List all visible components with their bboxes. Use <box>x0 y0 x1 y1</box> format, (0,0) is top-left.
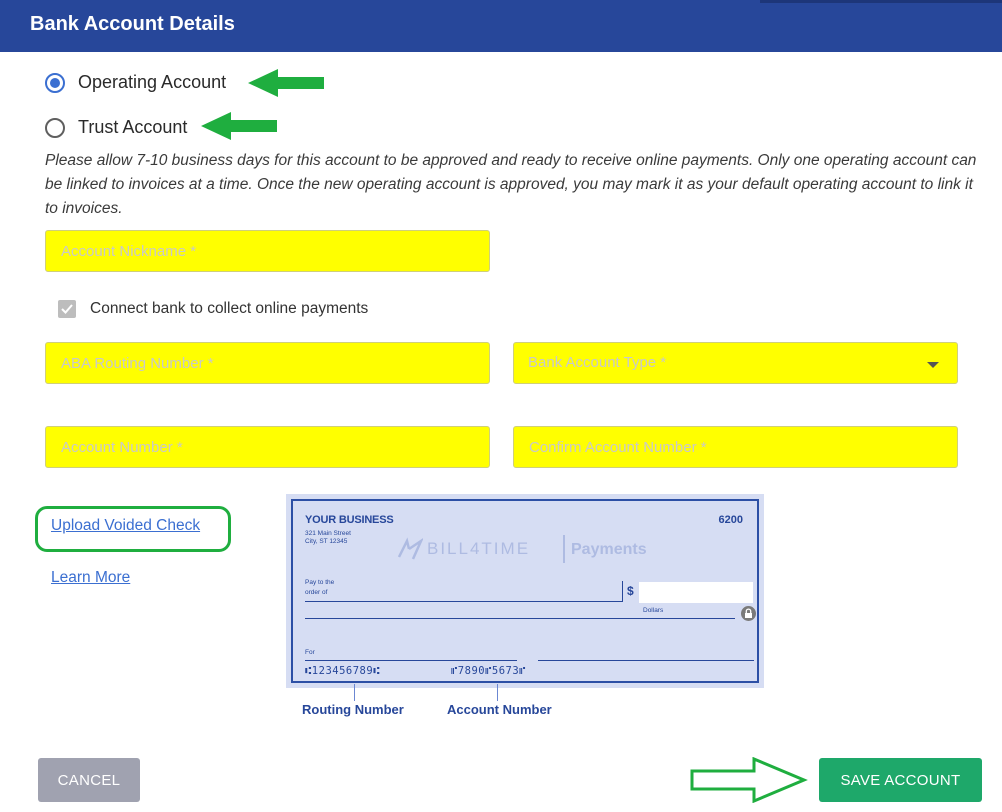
upload-voided-check-link[interactable]: Upload Voided Check <box>51 517 201 534</box>
payee-line <box>305 601 623 602</box>
check-order-of-label: order of <box>305 589 328 596</box>
check-address-line1: 321 Main Street <box>305 530 351 537</box>
annotation-arrow-right-icon <box>690 757 808 803</box>
account-nickname-field[interactable] <box>45 230 490 272</box>
payee-line-end <box>622 581 623 602</box>
check-for-label: For <box>305 649 315 656</box>
account-callout-line <box>497 684 498 701</box>
confirm-account-number-field[interactable] <box>513 426 958 468</box>
lock-icon <box>741 606 756 621</box>
routing-number-callout: Routing Number <box>302 702 404 717</box>
account-nickname-input[interactable] <box>46 231 489 271</box>
learn-more-link[interactable]: Learn More <box>51 569 131 586</box>
sample-check-image <box>286 494 764 688</box>
chevron-down-icon[interactable] <box>927 362 939 368</box>
connect-bank-checkbox[interactable] <box>58 300 76 318</box>
memo-line <box>305 660 517 661</box>
connect-bank-label: Connect bank to collect online payments <box>90 300 369 317</box>
check-amount-box <box>639 582 753 603</box>
check-micr-routing: ⑆123456789⑆ <box>305 665 380 677</box>
check-logo-text: BILL4TIME <box>427 539 531 558</box>
trust-account-label: Trust Account <box>78 117 188 137</box>
routing-number-field[interactable] <box>45 342 490 384</box>
account-number-input[interactable] <box>46 427 489 467</box>
annotation-arrow-left-icon <box>248 69 324 97</box>
check-number: 6200 <box>718 514 743 526</box>
approval-notice: Please allow 7-10 business days for this account to be approved and ready to receive online payments. Only one operating account can be linked to invoices at a time. Once the new operating account is approved, you may mark it as your default operating account to link it to invoices. <box>45 152 977 217</box>
bank-account-type-select[interactable] <box>513 342 958 384</box>
save-account-button[interactable]: SAVE ACCOUNT <box>819 758 982 802</box>
checkmark-icon <box>60 302 74 316</box>
cancel-button[interactable]: CANCEL <box>38 758 140 802</box>
operating-account-radio[interactable] <box>45 72 226 93</box>
check-logo-payments: Payments <box>571 541 647 558</box>
account-number-callout: Account Number <box>447 702 552 717</box>
connect-bank-checkbox-row[interactable] <box>58 300 368 318</box>
annotation-arrow-left-icon <box>201 112 277 140</box>
routing-number-input[interactable] <box>46 343 489 383</box>
dollars-line <box>305 618 735 619</box>
check-dollar-sign: $ <box>627 584 634 598</box>
trust-account-radio[interactable] <box>45 117 187 138</box>
check-dollars-label: Dollars <box>643 607 664 614</box>
check-border <box>291 499 759 683</box>
operating-account-label: Operating Account <box>78 72 227 92</box>
header-strip <box>760 0 1002 3</box>
routing-callout-line <box>354 684 355 701</box>
bank-account-type-placeholder: Bank Account Type * <box>528 354 667 371</box>
bill4time-logo-icon <box>397 537 423 561</box>
signature-line <box>538 660 754 661</box>
check-pay-to-label: Pay to the <box>305 579 335 586</box>
radio-button-unchecked[interactable] <box>45 118 65 138</box>
check-micr-account: ⑈7890⑈5673⑈ <box>451 665 526 677</box>
radio-button-checked[interactable] <box>45 73 65 93</box>
account-number-field[interactable] <box>45 426 490 468</box>
logo-divider <box>563 535 565 563</box>
check-address-line2: City, ST 12345 <box>305 538 348 545</box>
confirm-account-number-input[interactable] <box>514 427 957 467</box>
check-business-name: YOUR BUSINESS <box>305 514 394 526</box>
dialog-header <box>0 0 1002 52</box>
dialog-title: Bank Account Details <box>30 13 235 35</box>
